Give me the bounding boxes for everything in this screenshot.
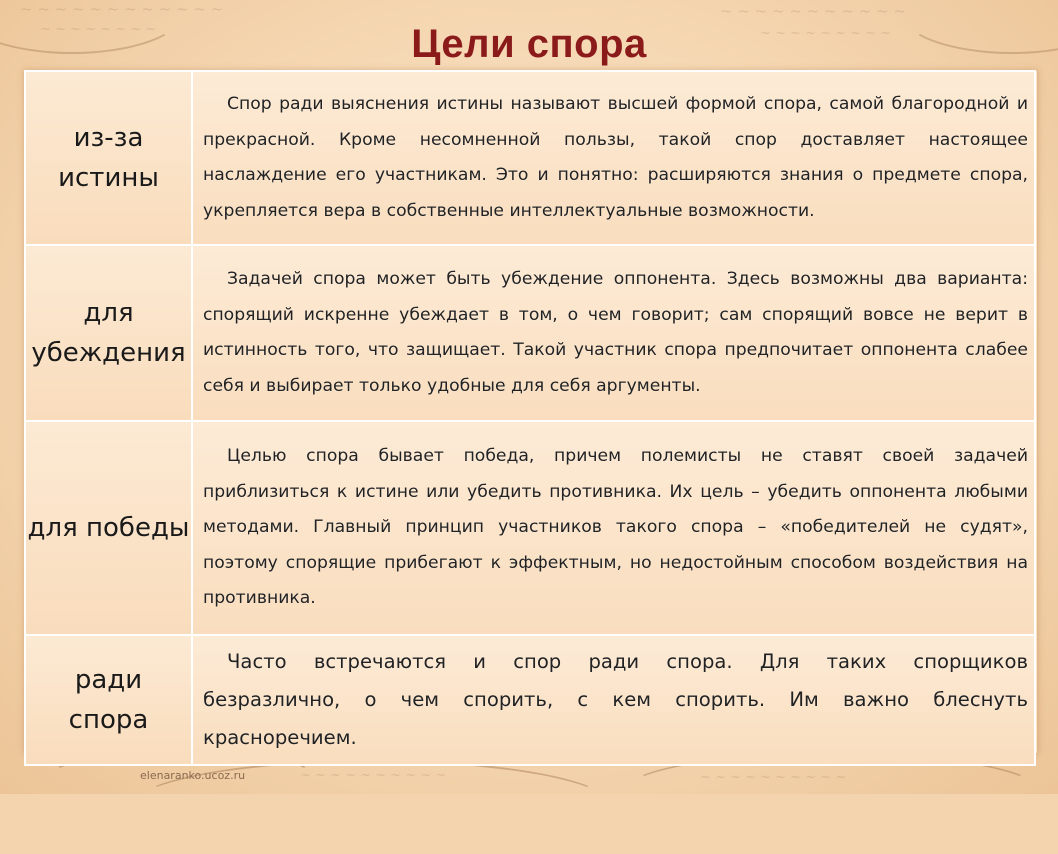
decorative-handwriting: ~ ~ ~ ~ ~ ~ ~ ~ ~ ~ ~ ~: [20, 0, 224, 18]
row-description-victory: Целью спора бывает победа, причем полемисты не ставят своей задачей приблизиться к истине или убедить противника. Их цель – убедить оппонента любыми методами. Главный принцип участников такого спора – «победителей не судят», поэтому спорящие прибегают к эффектным, но недостойным способом воздействия на противника.: [192, 421, 1035, 635]
decorative-handwriting: ~ ~ ~ ~ ~ ~ ~ ~ ~ ~: [700, 770, 847, 785]
row-label-victory: [25, 421, 192, 635]
row-description-persuasion: Задачей спора может быть убеждение оппонента. Здесь возможны два варианта: спорящий искренне убеждает в том, о чем говорит; сам спорящий вовсе не верит в истинность того, что защищает. Такой участник спора предпочитает оппонента слабее себя и выбирает только удобные для себя аргументы.: [192, 245, 1035, 421]
row-label-line: для победы: [27, 513, 190, 543]
table-row: [25, 71, 1035, 245]
decorative-handwriting: ~ ~ ~ ~ ~ ~ ~ ~ ~ ~ ~: [720, 2, 906, 20]
table-row: [25, 421, 1035, 635]
row-description-argument: Часто встречаются и спор ради спора. Для таких спорщиков безразлично, о чем спорить, с кем спорить. Им важно блеснуть красноречием.: [192, 635, 1035, 765]
row-label-line: для: [83, 298, 134, 328]
row-label-persuasion: [25, 245, 192, 421]
row-label-line: истины: [58, 163, 159, 193]
decorative-handwriting: ~ ~ ~ ~ ~ ~ ~ ~: [40, 22, 157, 37]
slide-title: Цели спора: [411, 22, 647, 66]
source-watermark: elenaranko.ucoz.ru: [140, 769, 246, 782]
row-label-line: из-за: [73, 123, 144, 153]
row-label-truth: [25, 71, 192, 245]
row-label-line: спора: [68, 705, 149, 735]
decorative-handwriting: ~ ~ ~ ~ ~ ~ ~ ~ ~ ~: [300, 768, 447, 783]
row-label-argument: [25, 635, 192, 765]
row-label-line: ради: [74, 665, 143, 695]
decorative-handwriting: ~ ~ ~ ~ ~ ~ ~ ~ ~: [760, 26, 892, 41]
table-row: [25, 635, 1035, 765]
row-description-truth: Спор ради выяснения истины называют высшей формой спора, самой благородной и прекрасной. Кроме несомненной пользы, такой спор доставляет настоящее наслаждение его участникам. Это и понятно: расширяются знания о предмете спора, укрепляется вера в собственные интеллектуальные возможности.: [192, 71, 1035, 245]
goals-table: [24, 70, 1036, 766]
row-label-line: убеждения: [31, 338, 186, 368]
table-row: [25, 245, 1035, 421]
